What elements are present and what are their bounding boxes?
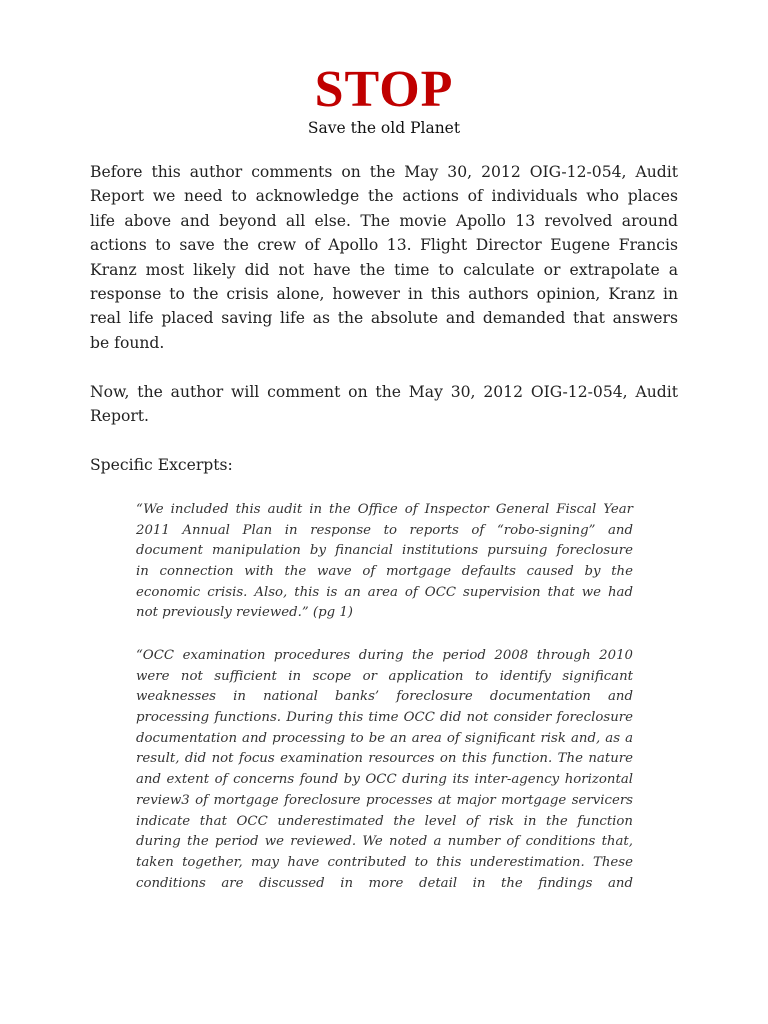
text-line: document manipulation by financial institutions pursuing foreclosure — [136, 543, 633, 559]
text-line: response to the crisis alone, however in this authors opinion, Kranz in — [90, 284, 678, 303]
excerpt-quote-2 — [136, 646, 633, 894]
text-line: Before this author comments on the May 30, 2012 OIG-12-054, Audit — [90, 163, 678, 181]
text-line: documentation and processing to be an area of significant risk and, as a — [136, 730, 633, 746]
text-line: conditions are discussed in more detail in the findings and — [136, 875, 633, 891]
text-line: in connection with the wave of mortgage defaults caused by the — [136, 564, 633, 580]
text-line: not previously reviewed.” (pg 1) — [136, 605, 353, 621]
text-line: indicate that OCC underestimated the level of risk in the function — [136, 813, 633, 829]
text-line: be found. — [90, 333, 165, 352]
intro-paragraph — [90, 160, 678, 355]
text-line: result, did not focus examination resources on this function. The nature — [136, 751, 633, 767]
text-line: Now, the author will comment on the May 30, 2012 OIG-12-054, Audit — [90, 383, 678, 401]
text-line: and extent of concerns found by OCC during its inter-agency horizontal — [136, 772, 633, 788]
text-line: economic crisis. Also, this is an area of OCC supervision that we had — [136, 584, 633, 600]
text-line: were not sufficient in scope or application to identify significant — [136, 668, 633, 684]
text-line: during the period we reviewed. We noted a number of conditions that, — [136, 834, 633, 850]
text-line: actions to save the crew of Apollo 13. Flight Director Eugene Francis — [90, 236, 678, 255]
text-line: 2011 Annual Plan in response to reports of “robo-signing” and — [136, 522, 633, 538]
document-title: STOP — [314, 61, 454, 118]
text-line: Kranz most likely did not have the time to calculate or extrapolate a — [90, 260, 678, 279]
text-line: review3 of mortgage foreclosure processes at major mortgage servicers — [136, 792, 633, 808]
text-line: Report we need to acknowledge the actions of individuals who places — [90, 187, 678, 206]
excerpts-heading — [90, 453, 678, 477]
text-line: real life placed saving life as the absolute and demanded that answers — [90, 309, 678, 328]
comment-paragraph — [90, 380, 678, 429]
text-line: taken together, may have contributed to this underestimation. These — [136, 854, 633, 870]
text-line: weaknesses in national banks’ foreclosure documentation and — [136, 689, 633, 705]
text-line: Specific Excerpts: — [90, 456, 233, 474]
text-line: “OCC examination procedures during the period 2008 through 2010 — [136, 648, 633, 663]
document-subtitle: Save the old Planet — [307, 119, 461, 137]
text-line: “We included this audit in the Office of Inspector General Fiscal Year — [136, 502, 633, 517]
text-line: processing functions. During this time OCC did not consider foreclosure — [136, 710, 633, 726]
text-line: Report. — [90, 407, 150, 426]
excerpt-quote-1 — [136, 500, 633, 624]
text-line: life above and beyond all else. The movie Apollo 13 revolved around — [90, 211, 678, 230]
